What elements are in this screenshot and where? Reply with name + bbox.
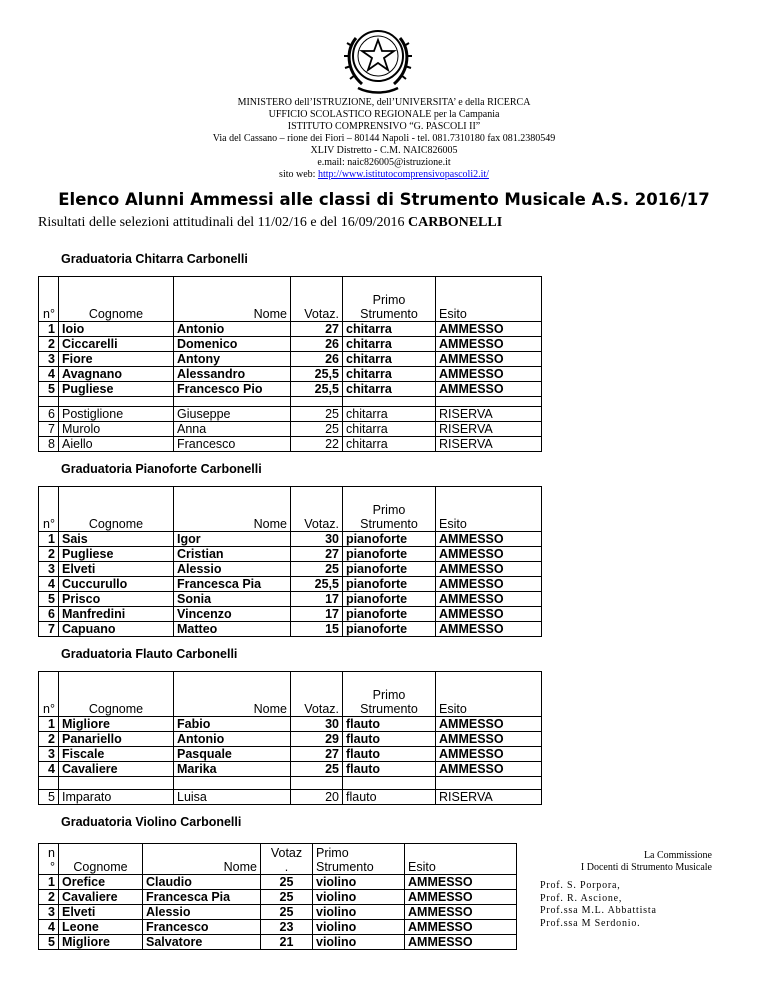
cell-esito: AMMESSO bbox=[436, 747, 542, 762]
cell-esito: AMMESSO bbox=[436, 607, 542, 622]
cell-esito: AMMESSO bbox=[405, 905, 517, 920]
pianoforte-ammessi bbox=[39, 532, 542, 637]
cell-votaz: 25 bbox=[291, 562, 343, 577]
col-primo: Primo bbox=[372, 293, 406, 307]
cell-cognome: Cavaliere bbox=[59, 762, 174, 777]
cell-cognome: Pugliese bbox=[59, 547, 174, 562]
cell-n: 2 bbox=[39, 732, 59, 747]
cell-esito: AMMESSO bbox=[436, 367, 542, 382]
cell-strumento: pianoforte bbox=[343, 577, 436, 592]
cell-cognome: Aiello bbox=[59, 437, 174, 452]
cell-n: 4 bbox=[39, 577, 59, 592]
republic-emblem-icon bbox=[338, 18, 418, 98]
subtitle bbox=[38, 215, 502, 231]
col-votaz bbox=[261, 844, 313, 875]
cell-n: 1 bbox=[39, 322, 59, 337]
cell-nome: Luisa bbox=[174, 790, 291, 805]
col-primo: Primo bbox=[372, 503, 406, 517]
col-votaz: Votaz. bbox=[291, 672, 343, 717]
cell-esito: AMMESSO bbox=[405, 935, 517, 950]
cell-nome: Francesca Pia bbox=[143, 890, 261, 905]
table-row bbox=[39, 322, 542, 337]
cell-n: 6 bbox=[39, 407, 59, 422]
cell-votaz: 27 bbox=[291, 547, 343, 562]
cell-votaz: 25,5 bbox=[291, 577, 343, 592]
cell-cognome: Imparato bbox=[59, 790, 174, 805]
cell-esito: AMMESSO bbox=[436, 382, 542, 397]
cell-cognome: Elveti bbox=[59, 905, 143, 920]
col-nome: Nome bbox=[174, 277, 291, 322]
district-line: XLIV Distretto - C.M. NAIC826005 bbox=[310, 145, 458, 156]
cell-esito: AMMESSO bbox=[436, 622, 542, 637]
col-cognome: Cognome bbox=[59, 487, 174, 532]
cell-n: 4 bbox=[39, 920, 59, 935]
col-cognome: Cognome bbox=[59, 672, 174, 717]
cell-votaz: 25 bbox=[291, 762, 343, 777]
cell-votaz: 26 bbox=[291, 337, 343, 352]
col-n: n° bbox=[39, 487, 59, 532]
cell-cognome: Avagnano bbox=[59, 367, 174, 382]
cell-nome: Alessandro bbox=[174, 367, 291, 382]
cell-strumento: pianoforte bbox=[343, 562, 436, 577]
cell-cognome: Sais bbox=[59, 532, 174, 547]
col-primo: Primo bbox=[316, 846, 349, 860]
cell-cognome: Ioio bbox=[59, 322, 174, 337]
cell-strumento: flauto bbox=[343, 717, 436, 732]
cell-n: 7 bbox=[39, 422, 59, 437]
cell-strumento: chitarra bbox=[343, 437, 436, 452]
col-esito: Esito bbox=[436, 487, 542, 532]
cell-cognome: Ciccarelli bbox=[59, 337, 174, 352]
col-cognome: Cognome bbox=[59, 277, 174, 322]
col-strumento: Strumento bbox=[316, 859, 374, 874]
chitarra-table bbox=[38, 276, 542, 452]
cell-cognome: Murolo bbox=[59, 422, 174, 437]
table-row bbox=[39, 747, 542, 762]
flauto-heading: Graduatoria Flauto Carbonelli bbox=[61, 647, 238, 661]
cell-nome: Alessio bbox=[174, 562, 291, 577]
table-row bbox=[39, 382, 542, 397]
cell-esito: AMMESSO bbox=[436, 337, 542, 352]
cell-cognome: Fiore bbox=[59, 352, 174, 367]
col-nome: Nome bbox=[174, 672, 291, 717]
col-votaz: Votaz. bbox=[291, 487, 343, 532]
cell-strumento: chitarra bbox=[343, 352, 436, 367]
cell-strumento: chitarra bbox=[343, 422, 436, 437]
cell-strumento: violino bbox=[313, 905, 405, 920]
cell-n: 4 bbox=[39, 367, 59, 382]
cell-esito: AMMESSO bbox=[436, 592, 542, 607]
table-row bbox=[39, 622, 542, 637]
col-n-2: ° bbox=[50, 859, 55, 874]
website-line bbox=[0, 169, 768, 181]
cell-nome: Sonia bbox=[174, 592, 291, 607]
signature-prof: Prof.ssa M Serdonio. bbox=[540, 917, 641, 929]
table-header-row bbox=[39, 487, 542, 532]
col-primo-strumento bbox=[343, 277, 436, 322]
cell-esito: AMMESSO bbox=[405, 890, 517, 905]
cell-n: 1 bbox=[39, 717, 59, 732]
pianoforte-heading: Graduatoria Pianoforte Carbonelli bbox=[61, 462, 262, 476]
table-row bbox=[39, 592, 542, 607]
cell-votaz: 20 bbox=[291, 790, 343, 805]
col-primo: Primo bbox=[372, 688, 406, 702]
table-row bbox=[39, 762, 542, 777]
cell-esito: AMMESSO bbox=[436, 732, 542, 747]
cell-esito: AMMESSO bbox=[436, 562, 542, 577]
cell-strumento: chitarra bbox=[343, 407, 436, 422]
cell-nome: Antonio bbox=[174, 322, 291, 337]
cell-n: 5 bbox=[39, 382, 59, 397]
website-label: sito web: bbox=[279, 169, 318, 180]
cell-esito: RISERVA bbox=[436, 422, 542, 437]
col-esito: Esito bbox=[436, 277, 542, 322]
signature-prof: Prof. S. Porpora, bbox=[540, 880, 621, 891]
signature-prof: Prof. R. Ascione, bbox=[540, 892, 623, 904]
cell-nome: Francesco bbox=[143, 920, 261, 935]
cell-esito: AMMESSO bbox=[436, 577, 542, 592]
table-row bbox=[39, 562, 542, 577]
table-row bbox=[39, 577, 542, 592]
table-header-row bbox=[39, 844, 517, 875]
col-votaz-2: . bbox=[284, 859, 289, 874]
cell-cognome: Elveti bbox=[59, 562, 174, 577]
commissione-block bbox=[540, 850, 712, 874]
table-header-row bbox=[39, 672, 542, 717]
cell-n: 5 bbox=[39, 935, 59, 950]
cell-nome: Antony bbox=[174, 352, 291, 367]
cell-votaz: 27 bbox=[291, 322, 343, 337]
table-row bbox=[39, 352, 542, 367]
cell-esito: RISERVA bbox=[436, 790, 542, 805]
chitarra-ammessi bbox=[39, 322, 542, 397]
table-row bbox=[39, 532, 542, 547]
cell-esito: AMMESSO bbox=[405, 920, 517, 935]
table-row bbox=[39, 547, 542, 562]
cell-cognome: Prisco bbox=[59, 592, 174, 607]
cell-cognome: Cavaliere bbox=[59, 890, 143, 905]
cell-votaz: 25,5 bbox=[291, 367, 343, 382]
pianoforte-table bbox=[38, 486, 542, 637]
flauto-ammessi bbox=[39, 717, 542, 777]
cell-cognome: Migliore bbox=[59, 717, 174, 732]
subtitle-text: Risultati delle selezioni attitudinali del 11/02/16 e del 16/09/2016 bbox=[38, 215, 409, 230]
table-row bbox=[39, 337, 542, 352]
col-n bbox=[39, 844, 59, 875]
cell-cognome: Migliore bbox=[59, 935, 143, 950]
table-row bbox=[39, 790, 542, 805]
col-esito: Esito bbox=[405, 844, 517, 875]
cell-n: 5 bbox=[39, 790, 59, 805]
cell-strumento: flauto bbox=[343, 732, 436, 747]
table-row bbox=[39, 920, 517, 935]
cell-votaz: 17 bbox=[291, 592, 343, 607]
cell-n: 4 bbox=[39, 762, 59, 777]
signatures bbox=[540, 880, 657, 930]
cell-esito: AMMESSO bbox=[436, 532, 542, 547]
cell-votaz: 25,5 bbox=[291, 382, 343, 397]
table-row bbox=[39, 717, 542, 732]
cell-esito: AMMESSO bbox=[436, 717, 542, 732]
cell-strumento: pianoforte bbox=[343, 607, 436, 622]
cell-esito: RISERVA bbox=[436, 407, 542, 422]
cell-n: 2 bbox=[39, 337, 59, 352]
table-row bbox=[39, 905, 517, 920]
cell-cognome: Orefice bbox=[59, 875, 143, 890]
cell-n: 1 bbox=[39, 532, 59, 547]
cell-esito: AMMESSO bbox=[405, 875, 517, 890]
col-n: n° bbox=[39, 672, 59, 717]
spacer-row bbox=[39, 777, 542, 790]
table-row bbox=[39, 607, 542, 622]
cell-votaz: 27 bbox=[291, 747, 343, 762]
cell-strumento: violino bbox=[313, 935, 405, 950]
col-cognome: Cognome bbox=[59, 844, 143, 875]
col-primo-strumento bbox=[343, 672, 436, 717]
cell-n: 5 bbox=[39, 592, 59, 607]
cell-strumento: pianoforte bbox=[343, 592, 436, 607]
cell-strumento: flauto bbox=[343, 747, 436, 762]
cell-nome: Giuseppe bbox=[174, 407, 291, 422]
cell-cognome: Postiglione bbox=[59, 407, 174, 422]
cell-votaz: 15 bbox=[291, 622, 343, 637]
col-votaz: Votaz. bbox=[291, 277, 343, 322]
table-header-row bbox=[39, 277, 542, 322]
cell-n: 2 bbox=[39, 547, 59, 562]
cell-strumento: chitarra bbox=[343, 367, 436, 382]
cell-n: 7 bbox=[39, 622, 59, 637]
cell-n: 3 bbox=[39, 905, 59, 920]
cell-votaz: 25 bbox=[291, 422, 343, 437]
cell-votaz: 25 bbox=[261, 890, 313, 905]
chitarra-heading: Graduatoria Chitarra Carbonelli bbox=[61, 252, 248, 266]
cell-n: 3 bbox=[39, 352, 59, 367]
cell-strumento: pianoforte bbox=[343, 622, 436, 637]
cell-cognome: Fiscale bbox=[59, 747, 174, 762]
cell-strumento: violino bbox=[313, 875, 405, 890]
col-primo-strumento bbox=[313, 844, 405, 875]
col-strumento: Strumento bbox=[360, 701, 418, 716]
cell-strumento: flauto bbox=[343, 762, 436, 777]
signature-prof: Prof.ssa M.L. Abbattista bbox=[540, 905, 657, 916]
website-link[interactable]: http://www.istitutocomprensivopascoli2.it/ bbox=[317, 169, 489, 180]
cell-votaz: 23 bbox=[261, 920, 313, 935]
table-row bbox=[39, 422, 542, 437]
cell-cognome: Pugliese bbox=[59, 382, 174, 397]
cell-votaz: 30 bbox=[291, 717, 343, 732]
col-n: n° bbox=[39, 277, 59, 322]
col-nome: Nome bbox=[143, 844, 261, 875]
spacer-row bbox=[39, 397, 542, 407]
cell-nome: Claudio bbox=[143, 875, 261, 890]
cell-n: 2 bbox=[39, 890, 59, 905]
cell-nome: Domenico bbox=[174, 337, 291, 352]
cell-cognome: Cuccurullo bbox=[59, 577, 174, 592]
cell-strumento: pianoforte bbox=[343, 547, 436, 562]
commissione-subtitle: I Docenti di Strumento Musicale bbox=[580, 862, 712, 873]
cell-nome: Pasquale bbox=[174, 747, 291, 762]
cell-cognome: Manfredini bbox=[59, 607, 174, 622]
cell-votaz: 25 bbox=[261, 905, 313, 920]
cell-votaz: 22 bbox=[291, 437, 343, 452]
cell-nome: Fabio bbox=[174, 717, 291, 732]
flauto-table bbox=[38, 671, 542, 805]
cell-nome: Salvatore bbox=[143, 935, 261, 950]
cell-nome: Igor bbox=[174, 532, 291, 547]
table-row bbox=[39, 367, 542, 382]
table-row bbox=[39, 875, 517, 890]
cell-strumento: pianoforte bbox=[343, 532, 436, 547]
cell-nome: Anna bbox=[174, 422, 291, 437]
col-esito: Esito bbox=[436, 672, 542, 717]
flauto-riserve bbox=[39, 790, 542, 805]
cell-cognome: Leone bbox=[59, 920, 143, 935]
commissione-title: La Commissione bbox=[643, 850, 712, 861]
cell-strumento: chitarra bbox=[343, 322, 436, 337]
cell-votaz: 25 bbox=[261, 875, 313, 890]
col-votaz-1: Votaz bbox=[270, 846, 303, 860]
table-row bbox=[39, 732, 542, 747]
cell-n: 6 bbox=[39, 607, 59, 622]
cell-nome: Marika bbox=[174, 762, 291, 777]
table-row bbox=[39, 407, 542, 422]
ministry-line: MINISTERO dell’ISTRUZIONE, dell’UNIVERSITA’ e della RICERCA bbox=[237, 97, 531, 108]
cell-nome: Cristian bbox=[174, 547, 291, 562]
table-row bbox=[39, 890, 517, 905]
cell-n: 1 bbox=[39, 875, 59, 890]
cell-votaz: 30 bbox=[291, 532, 343, 547]
cell-cognome: Panariello bbox=[59, 732, 174, 747]
table-row bbox=[39, 935, 517, 950]
subtitle-bold: CARBONELLI bbox=[408, 215, 503, 230]
col-strumento: Strumento bbox=[360, 516, 418, 531]
cell-votaz: 26 bbox=[291, 352, 343, 367]
col-n-1: n bbox=[48, 846, 55, 860]
office-line: UFFICIO SCOLASTICO REGIONALE per la Campania bbox=[268, 109, 500, 120]
cell-esito: RISERVA bbox=[436, 437, 542, 452]
violino-table bbox=[38, 843, 517, 950]
cell-n: 8 bbox=[39, 437, 59, 452]
cell-n: 3 bbox=[39, 562, 59, 577]
page-title: Elenco Alunni Ammessi alle classi di Strumento Musicale A.S. 2016/17 bbox=[58, 190, 710, 209]
cell-nome: Vincenzo bbox=[174, 607, 291, 622]
cell-nome: Francesco bbox=[174, 437, 291, 452]
cell-votaz: 29 bbox=[291, 732, 343, 747]
school-name: ISTITUTO COMPRENSIVO “G. PASCOLI II” bbox=[287, 121, 481, 132]
col-strumento: Strumento bbox=[360, 306, 418, 321]
cell-esito: AMMESSO bbox=[436, 762, 542, 777]
cell-votaz: 25 bbox=[291, 407, 343, 422]
cell-strumento: flauto bbox=[343, 790, 436, 805]
cell-cognome: Capuano bbox=[59, 622, 174, 637]
cell-strumento: violino bbox=[313, 920, 405, 935]
cell-nome: Francesco Pio bbox=[174, 382, 291, 397]
chitarra-riserve bbox=[39, 407, 542, 452]
cell-n: 3 bbox=[39, 747, 59, 762]
cell-strumento: chitarra bbox=[343, 337, 436, 352]
school-address: Via del Cassano – rione dei Fiori – 80144 Napoli - tel. 081.7310180 fax 081.2380549 bbox=[212, 133, 556, 144]
violino-heading: Graduatoria Violino Carbonelli bbox=[61, 815, 242, 829]
table-row bbox=[39, 437, 542, 452]
cell-nome: Antonio bbox=[174, 732, 291, 747]
cell-votaz: 21 bbox=[261, 935, 313, 950]
cell-strumento: chitarra bbox=[343, 382, 436, 397]
cell-esito: AMMESSO bbox=[436, 352, 542, 367]
col-primo-strumento bbox=[343, 487, 436, 532]
email-line: e.mail: naic826005@istruzione.it bbox=[317, 157, 451, 168]
cell-esito: AMMESSO bbox=[436, 322, 542, 337]
col-nome: Nome bbox=[174, 487, 291, 532]
cell-nome: Matteo bbox=[174, 622, 291, 637]
cell-nome: Francesca Pia bbox=[174, 577, 291, 592]
violino-ammessi bbox=[39, 875, 517, 950]
cell-votaz: 17 bbox=[291, 607, 343, 622]
cell-strumento: violino bbox=[313, 890, 405, 905]
cell-esito: AMMESSO bbox=[436, 547, 542, 562]
cell-nome: Alessio bbox=[143, 905, 261, 920]
